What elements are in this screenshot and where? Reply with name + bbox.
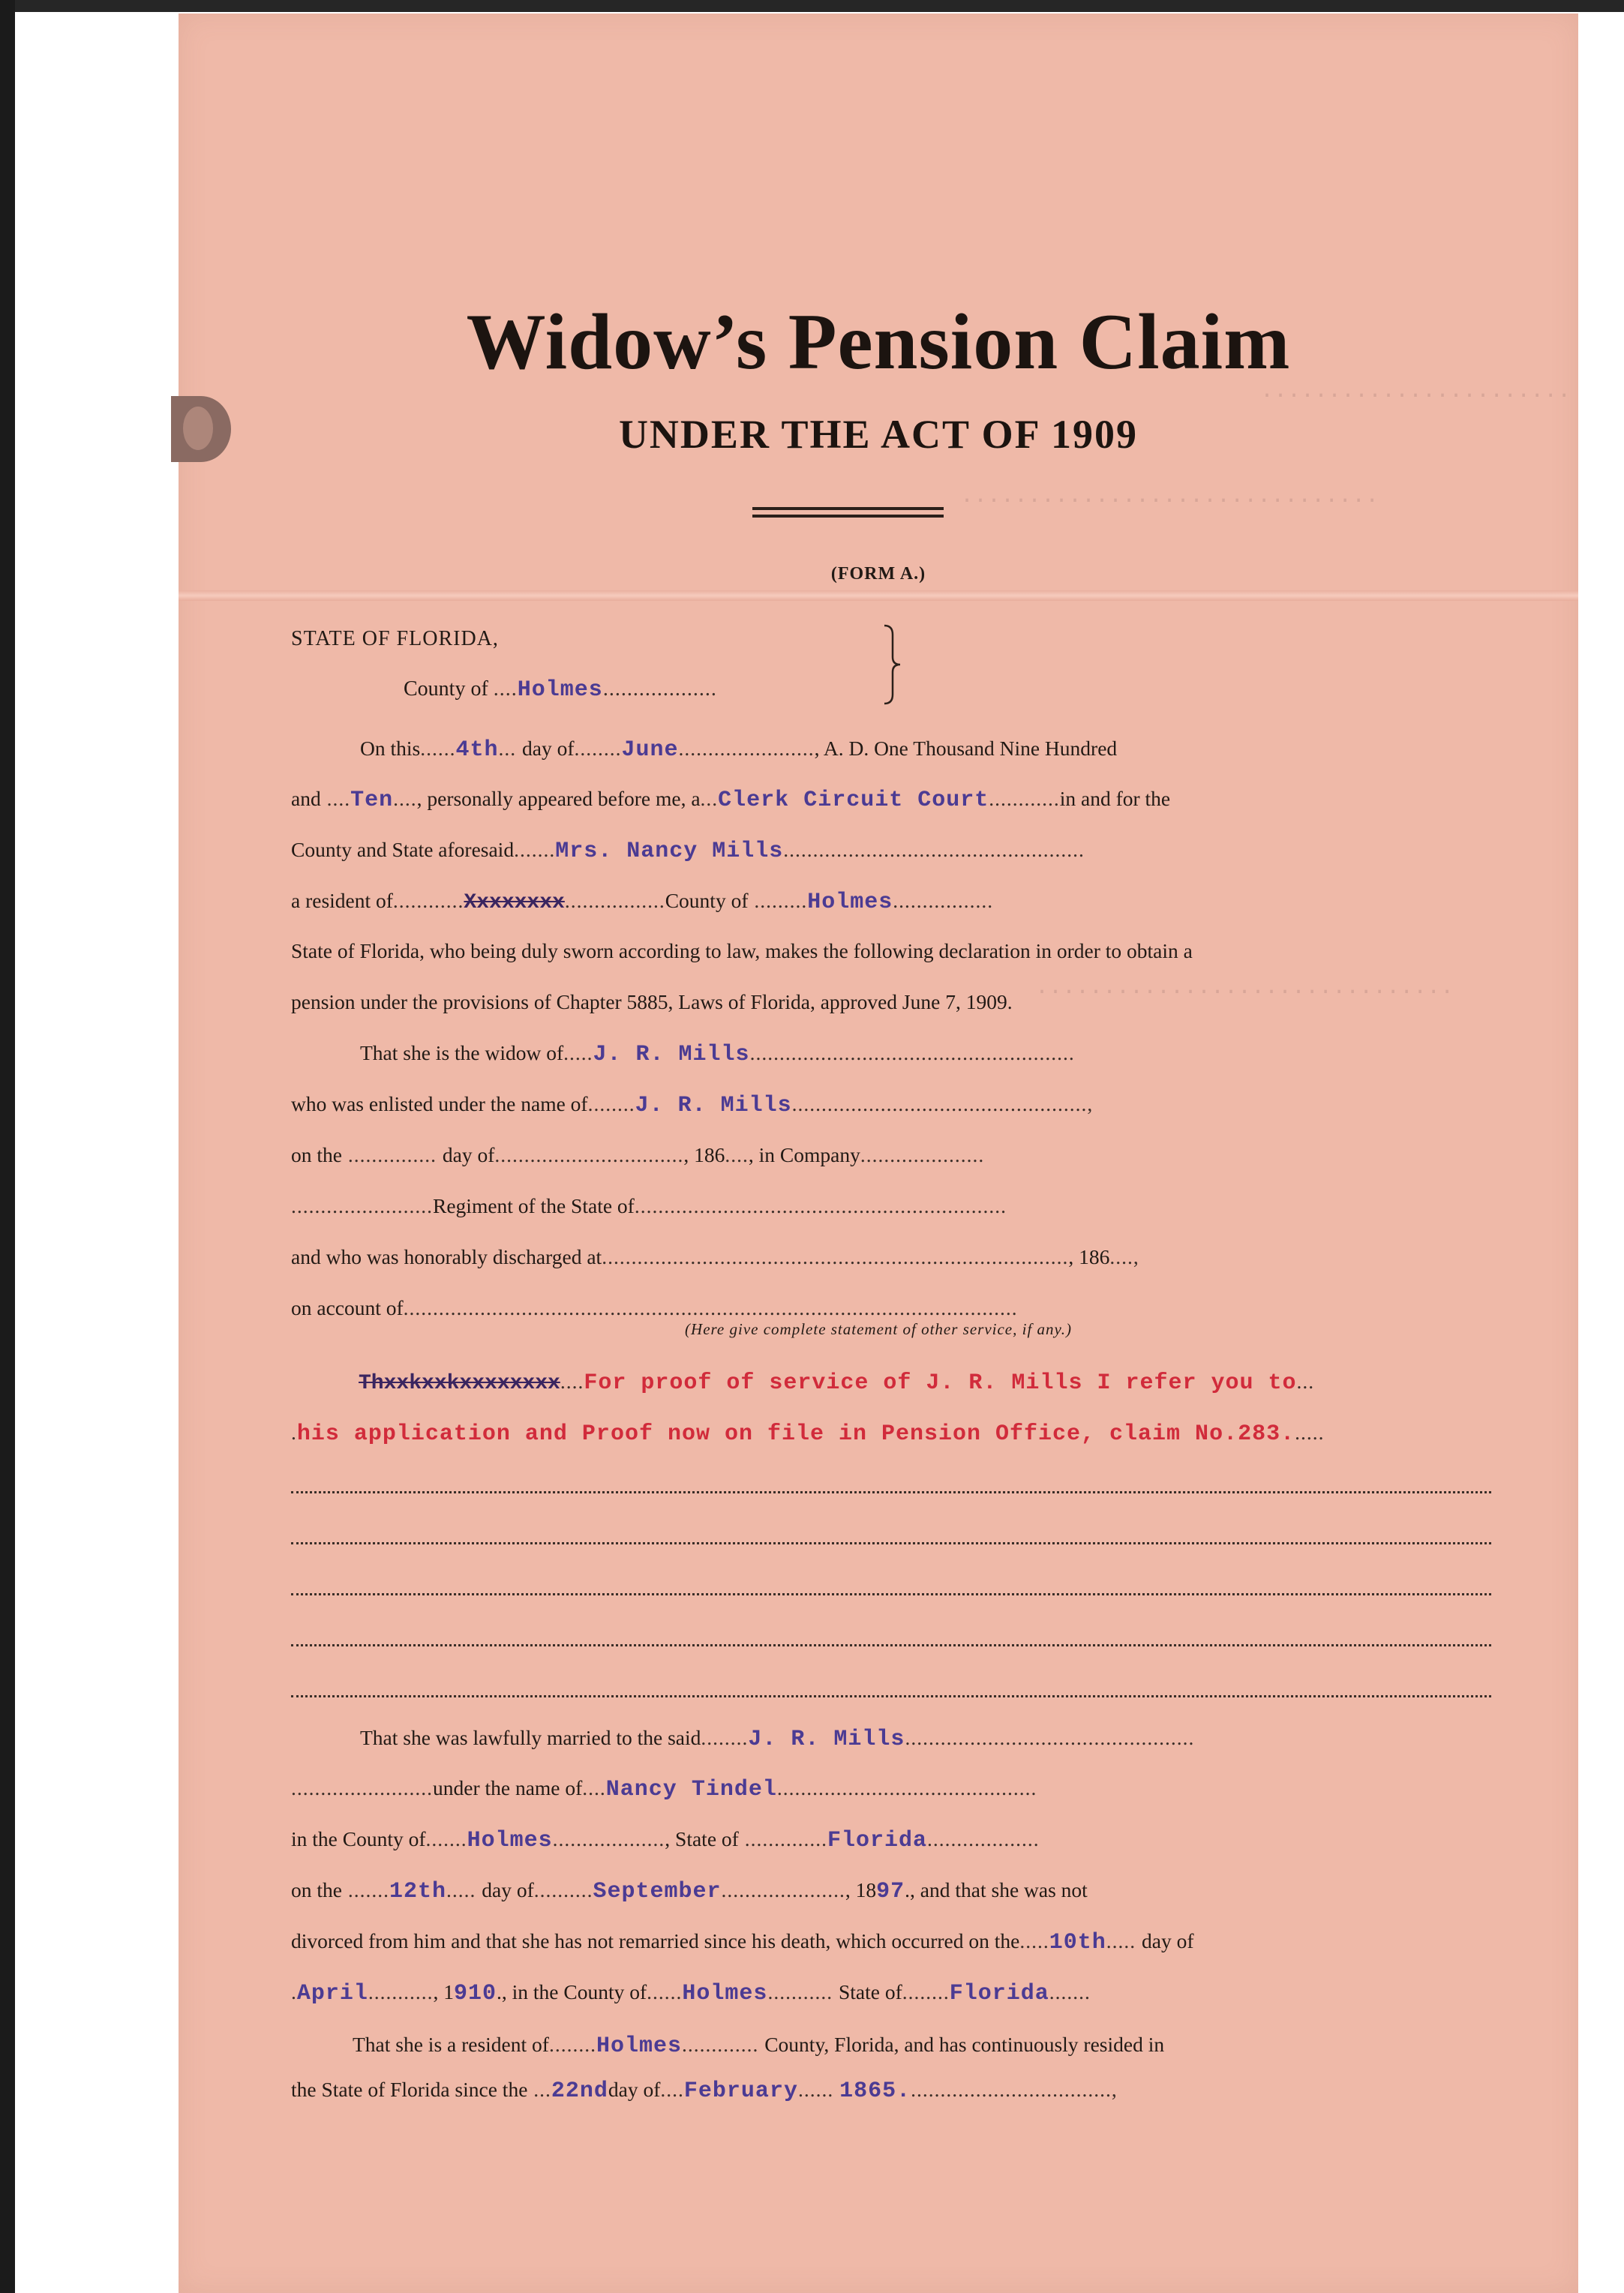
death-county-value: Holmes bbox=[682, 1981, 768, 2006]
death-month-value: April bbox=[296, 1981, 368, 2006]
husband-name-value: J. R. Mills bbox=[593, 1042, 750, 1067]
death-state-value: Florida bbox=[949, 1981, 1049, 2006]
line-proof-2: .his application and Proof now on file in Pension Office, claim No.283...... bbox=[291, 1421, 1325, 1447]
struck-residence: Xxxxxxxx bbox=[464, 891, 565, 914]
marriage-state-value: Florida bbox=[827, 1828, 927, 1853]
title-rule-top bbox=[752, 507, 944, 510]
married-to-value: J. R. Mills bbox=[748, 1727, 905, 1752]
line-regiment: ........................Regiment of the State of............................................................... bbox=[291, 1194, 1007, 1217]
year-word-value: Ten bbox=[350, 788, 394, 813]
blank-line-1 bbox=[291, 1489, 1491, 1493]
county-line: County of ....Holmes................... bbox=[404, 677, 717, 703]
claimant-value: Mrs. Nancy Mills bbox=[555, 839, 784, 864]
marriage-county-value: Holmes bbox=[467, 1828, 553, 1853]
resident-county-value: Holmes bbox=[596, 2033, 682, 2059]
state-header: STATE OF FLORIDA, bbox=[291, 627, 499, 650]
document-title: Widow’s Pension Claim bbox=[466, 298, 1291, 386]
document-subtitle: UNDER THE ACT OF 1909 bbox=[618, 412, 1139, 457]
line-official: and ....Ten...., personally appeared before me, a...Clerk Circuit Court............in and for the bbox=[291, 787, 1171, 813]
line-divorce: divorced from him and that she has not remarried since his death, which occurred on the.....10th..... day of bbox=[291, 1929, 1194, 1955]
blank-line-2 bbox=[291, 1540, 1491, 1544]
marriage-month-value: September bbox=[593, 1879, 722, 1904]
death-day-value: 10th bbox=[1049, 1930, 1106, 1955]
line-marriage-place: in the County of.......Holmes..................., State of ..............Florida................... bbox=[291, 1827, 1040, 1853]
proof-text-1: For proof of service of J. R. Mills I refer you to bbox=[584, 1370, 1297, 1396]
line-resident: That she is a resident of........Holmes............. County, Florida, and has continuously resided in bbox=[353, 2033, 1165, 2059]
line-maiden-name: ........................under the name of....Nancy Tindel............................................ bbox=[291, 1776, 1037, 1802]
line-widow-of: That she is the widow of.....J. R. Mills....................................................... bbox=[360, 1041, 1075, 1067]
blank-line-5 bbox=[291, 1693, 1491, 1697]
line-proof-1: Thxxkxxkxxxxxxxx....For proof of service of J. R. Mills I refer you to... bbox=[359, 1370, 1315, 1396]
bleed-through-3: ............................... bbox=[1035, 975, 1454, 1001]
scan-left-edge bbox=[0, 0, 15, 2293]
bleed-through-2: ............................... bbox=[960, 484, 1379, 509]
line-residence-since: the State of Florida since the ...22ndday of....February...... 1865..................................., bbox=[291, 2078, 1118, 2104]
enlisted-name-value: J. R. Mills bbox=[635, 1093, 792, 1118]
service-note: (Here give complete statement of other service, if any.) bbox=[685, 1320, 1072, 1338]
line-declaration: State of Florida, who being duly sworn according to law, makes the following declaration in order to obtain a bbox=[291, 939, 1193, 962]
marriage-year-value: 97 bbox=[876, 1879, 905, 1904]
county-value: Holmes bbox=[517, 677, 603, 703]
scan-top-edge bbox=[0, 0, 1624, 12]
residence-county-value: Holmes bbox=[807, 890, 893, 915]
line-married: That she was lawfully married to the said........J. R. Mills................................................. bbox=[360, 1726, 1195, 1752]
line-enlisted: who was enlisted under the name of........J. R. Mills.................................................., bbox=[291, 1092, 1094, 1118]
struck-text: Thxxkxxkxxxxxxxx bbox=[359, 1372, 560, 1395]
line-account: on account of........................................................................................................ bbox=[291, 1296, 1018, 1319]
line-discharged: and who was honorably discharged at..............................................................................., 186...., bbox=[291, 1245, 1139, 1268]
maiden-name-value: Nancy Tindel bbox=[605, 1777, 777, 1802]
blank-line-3 bbox=[291, 1591, 1491, 1595]
official-value: Clerk Circuit Court bbox=[718, 788, 989, 813]
line-enlist-date: on the ............... day of................................, 186...., in Company..................... bbox=[291, 1143, 985, 1166]
marriage-day-value: 12th bbox=[389, 1879, 446, 1904]
title-rule-bottom bbox=[752, 515, 944, 518]
since-month-value: February bbox=[683, 2078, 798, 2104]
line-claimant: County and State aforesaid.......Mrs. Nancy Mills................................................... bbox=[291, 838, 1085, 864]
month-value: June bbox=[621, 737, 679, 763]
form-label: (FORM A.) bbox=[830, 564, 926, 584]
line-date: On this......4th... day of........June......................., A. D. One Thousand Nine Hundred bbox=[360, 737, 1118, 763]
line-death-place: .April..........., 1910., in the County of......Holmes........... State of........Florida....... bbox=[291, 1980, 1091, 2006]
death-year-value: 910 bbox=[454, 1981, 497, 2006]
bleed-through-1: ....................... bbox=[1260, 379, 1571, 404]
proof-text-2: his application and Proof now on file in Pension Office, claim No.283. bbox=[296, 1421, 1295, 1447]
line-residence: a resident of............Xxxxxxxx.................County of .........Holmes................. bbox=[291, 889, 994, 915]
county-label: County of bbox=[404, 677, 488, 701]
day-value: 4th bbox=[455, 737, 499, 763]
since-year-value: 1865. bbox=[839, 2078, 911, 2104]
blank-line-4 bbox=[291, 1642, 1491, 1646]
line-chapter: pension under the provisions of Chapter 5885, Laws of Florida, approved June 7, 1909. bbox=[291, 990, 1013, 1013]
brace-icon bbox=[882, 624, 902, 705]
paper-fold bbox=[179, 590, 1578, 601]
since-day-value: 22nd bbox=[551, 2078, 608, 2104]
line-marriage-date: on the .......12th..... day of..........September....................., 1897., and that she was not bbox=[291, 1878, 1088, 1904]
